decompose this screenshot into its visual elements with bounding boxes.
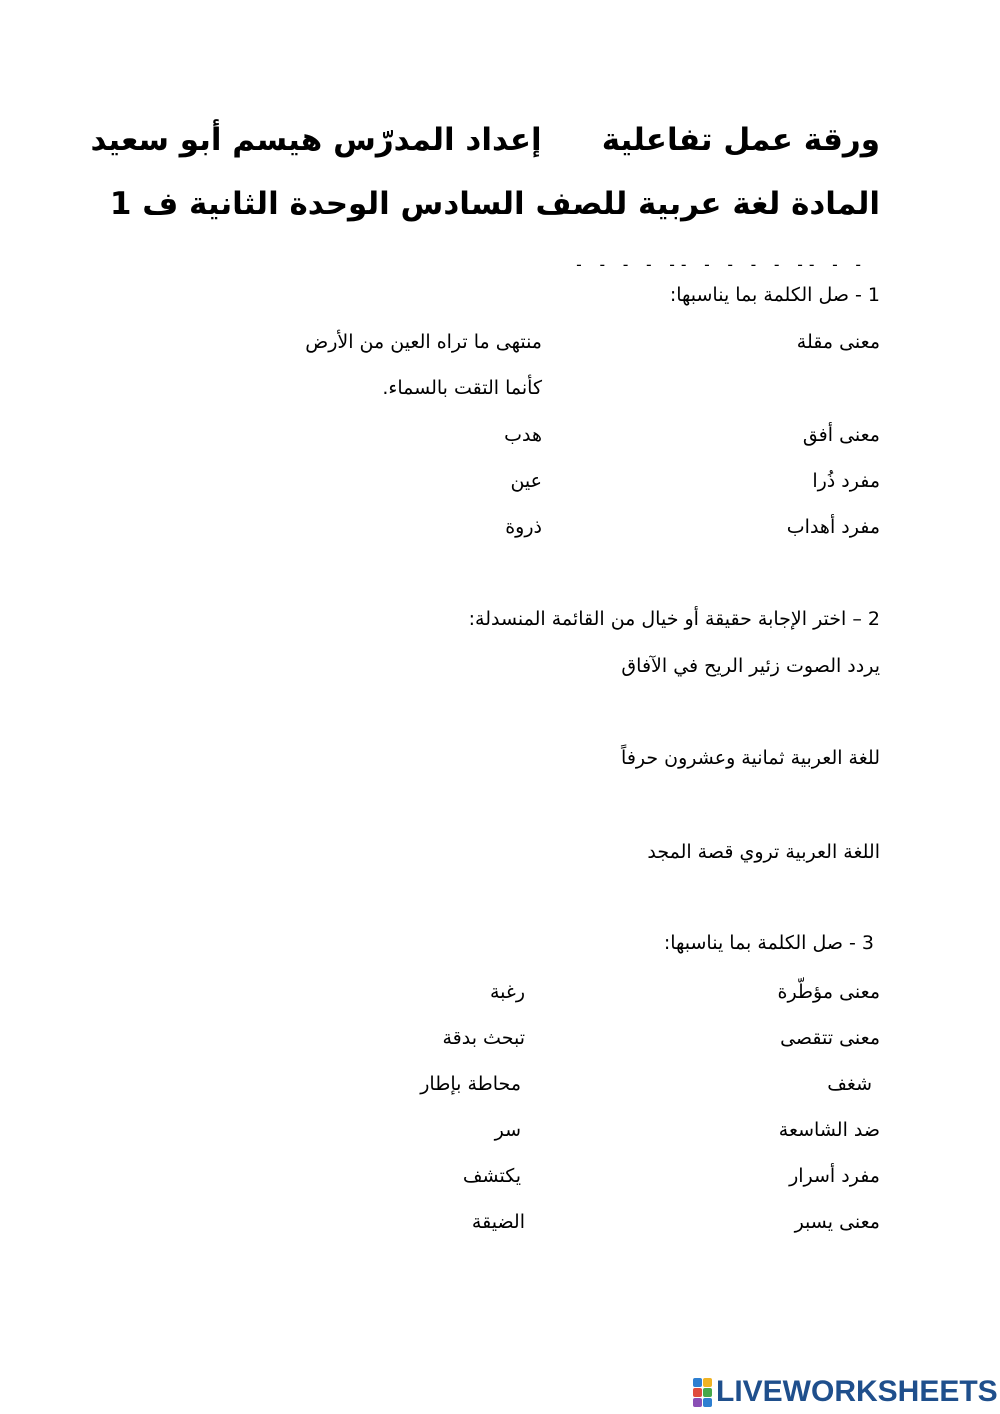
- q1-right-item: كأنما التقت بالسماء.: [382, 377, 542, 399]
- q3-right-item: رغبة: [489, 981, 525, 1003]
- q1-left-item: مفرد ذُرا: [812, 470, 880, 492]
- logo-mark-icon: [693, 1378, 712, 1407]
- q3-right-item: تبحث بدقة: [442, 1027, 525, 1049]
- q3-left-item: معنى تتقصى: [780, 1027, 880, 1049]
- q1-right-item: هدب: [504, 424, 542, 446]
- q1-right-item: عين: [510, 470, 542, 492]
- q1-left-item: مفرد أهداب: [786, 516, 880, 538]
- q3-right-item: يكتشف: [462, 1165, 521, 1187]
- q1-left-item: معنى أفق: [802, 424, 880, 446]
- q1-right-item: منتهى ما تراه العين من الأرض: [305, 331, 542, 353]
- q3-prompt: 3 - صل الكلمة بما يناسبها:: [663, 932, 874, 954]
- q3-right-item: محاطة بإطار: [420, 1073, 521, 1095]
- divider: - - - - -- - - - - -- - -: [574, 255, 865, 274]
- title-line-1: [90, 122, 880, 158]
- q3-left-item: معنى يسبر: [794, 1211, 880, 1233]
- q3-right-item: الضيقة: [471, 1211, 525, 1233]
- q1-right-item: ذروة: [505, 516, 542, 538]
- q3-right-item: سر: [494, 1119, 521, 1141]
- q3-left-item: مفرد أسرار: [789, 1165, 880, 1187]
- q1-left-item: معنى مقلة: [796, 331, 880, 353]
- q3-left-item: ضد الشاسعة: [778, 1119, 880, 1141]
- q2-statement: اللغة العربية تروي قصة المجد: [647, 841, 880, 863]
- title-teacher: إعداد المدرّس هيسم أبو سعيد: [90, 122, 542, 158]
- q2-prompt: 2 – اختر الإجابة حقيقة أو خيال من القائمة المنسدلة:: [468, 608, 880, 630]
- liveworksheets-logo: [693, 1375, 998, 1408]
- q3-left-item: معنى مؤطّرة: [777, 981, 880, 1003]
- q2-statement: للغة العربية ثمانية وعشرون حرفاً: [621, 747, 880, 769]
- title-subject: المادة لغة عربية للصف السادس الوحدة الثانية ف 1: [109, 186, 880, 222]
- title-worksheet: ورقة عمل تفاعلية: [601, 122, 880, 158]
- q1-prompt: 1 - صل الكلمة بما يناسبها:: [669, 284, 880, 306]
- logo-text: LIVEWORKSHEETS: [716, 1375, 998, 1408]
- q2-statement: يردد الصوت زئير الريح في الآفاق: [621, 655, 880, 677]
- q3-left-item: شغف: [827, 1073, 872, 1095]
